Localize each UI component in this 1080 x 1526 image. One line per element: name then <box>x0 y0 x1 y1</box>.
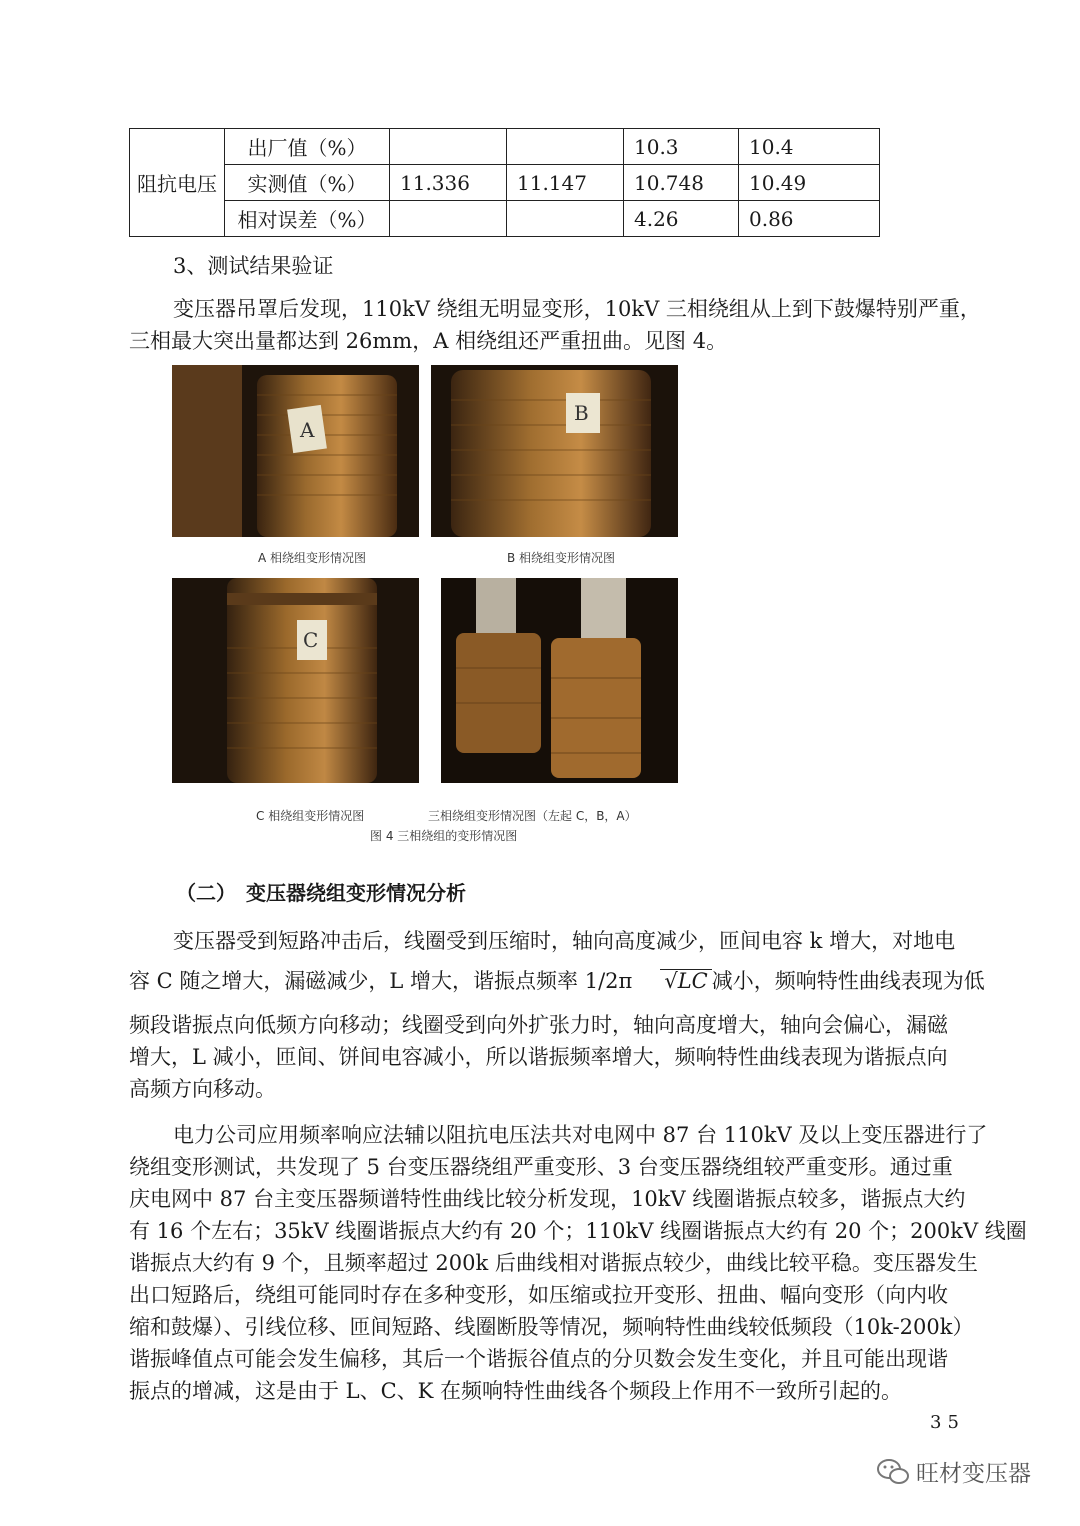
para2-line: 庆电网中 87 台主变压器频谱特性曲线比较分析发现，10kV 线圈谐振点较多，谐振点大约 <box>129 1187 966 1211</box>
para2-line: 振点的增减，这是由于 L、C、K 在频响特性曲线各个频段上作用不一致所引起的。 <box>129 1379 903 1403</box>
watermark <box>876 1455 1031 1488</box>
table-cell <box>390 201 507 237</box>
para2-line: 谐振峰值点可能会发生偏移，其后一个谐振谷值点的分贝数会发生变化，并且可能出现谐 <box>129 1347 948 1371</box>
caption-three-phase: 三相绕组变形情况图（左起 C，B，A） <box>428 809 637 823</box>
paragraph-2 <box>129 1119 1027 1407</box>
coil-photo-c <box>172 578 419 783</box>
table-cell <box>390 129 507 165</box>
para1-text: 容 C 随之增大，漏磁减少，L 增大，谐振点频率 1/2π <box>129 969 633 993</box>
para1-line-formula <box>129 965 989 997</box>
wechat-icon <box>876 1457 910 1487</box>
table-cell: 10.49 <box>739 165 880 201</box>
table-cell: 相对误差（%） <box>225 201 390 237</box>
table-cell: 10.748 <box>624 165 739 201</box>
para2-line: 出口短路后，绕组可能同时存在多种变形，如压缩或拉开变形、扭曲、幅向变形（向内收 <box>129 1283 948 1307</box>
row-header: 阻抗电压 <box>130 129 225 237</box>
section3-line: 三相最大突出量都达到 26mm，A 相绕组还严重扭曲。见图 4。 <box>129 329 728 353</box>
table-cell <box>507 129 624 165</box>
table-cell: 4.26 <box>624 201 739 237</box>
photo-phase-c <box>172 578 419 783</box>
impedance-table <box>129 128 880 237</box>
section3-title: 3、测试结果验证 <box>173 254 334 278</box>
svg-text:B: B <box>574 401 589 425</box>
table-cell: 10.3 <box>624 129 739 165</box>
para2-line: 谐振点大约有 9 个，且频率超过 200k 后曲线相对谐振点较少，曲线比较平稳。变压器发生 <box>129 1251 978 1275</box>
page-number: 35 <box>930 1412 965 1433</box>
para1-line: 高频方向移动。 <box>129 1077 276 1101</box>
para1-text: 减小，频响特性曲线表现为低 <box>711 969 985 993</box>
coil-photo-three-phase <box>441 578 678 783</box>
para2-line: 有 16 个左右；35kV 线圈谐振点大约有 20 个；110kV 线圈谐振点大约有 20 个；200kV 线圈 <box>129 1219 1027 1243</box>
para1-line: 增大，L 减小，匝间、饼间电容减小，所以谐振频率增大，频响特性曲线表现为谐振点向 <box>129 1045 948 1069</box>
para1-line: 频段谐振点向低频方向移动；线圈受到向外扩张力时，轴向高度增大，轴向会偏心，漏磁 <box>129 1013 948 1037</box>
table-cell: 11.147 <box>507 165 624 201</box>
section3-line: 变压器吊罩后发现，110kV 绕组无明显变形，10kV 三相绕组从上到下鼓爆特别严重， <box>173 297 981 321</box>
table-cell: 11.336 <box>390 165 507 201</box>
table-cell: 实测值（%） <box>225 165 390 201</box>
figure-caption: 图 4 三相绕组的变形情况图 <box>370 829 518 843</box>
table-row <box>130 201 880 237</box>
sqrt-lc: √LC <box>660 969 711 992</box>
photo-phase-a <box>172 365 419 537</box>
section-heading: （二） 变压器绕组变形情况分析 <box>176 881 466 905</box>
table-cell <box>507 201 624 237</box>
section3 <box>129 250 989 357</box>
caption-a: A 相绕组变形情况图 <box>258 551 367 565</box>
para2-line: 电力公司应用频率响应法辅以阻抗电压法共对电网中 87 台 110kV 及以上变压器进行了 <box>173 1123 988 1147</box>
coil-photo-b <box>431 365 678 537</box>
photo-phase-b <box>431 365 678 537</box>
table-row <box>130 129 880 165</box>
table-row <box>130 165 880 201</box>
paragraph-1 <box>129 925 989 1105</box>
table-cell: 0.86 <box>739 201 880 237</box>
caption-c: C 相绕组变形情况图 <box>256 809 365 823</box>
photo-three-phase <box>441 578 678 783</box>
watermark-text: 旺材变压器 <box>916 1461 1031 1487</box>
caption-b: B 相绕组变形情况图 <box>507 551 616 565</box>
coil-photo-a <box>172 365 419 537</box>
para2-line: 缩和鼓爆）、引线位移、匝间短路、线圈断股等情况，频响特性曲线较低频段（10k-200k） <box>129 1315 974 1339</box>
para2-line: 绕组变形测试，共发现了 5 台变压器绕组严重变形、3 台变压器绕组较严重变形。通过重 <box>129 1155 953 1179</box>
table-cell: 10.4 <box>739 129 880 165</box>
svg-text:C: C <box>303 628 319 652</box>
table-cell: 出厂值（%） <box>225 129 390 165</box>
para1-line: 变压器受到短路冲击后，线圈受到压缩时，轴向高度减少，匝间电容 k 增大，对地电 <box>173 929 956 953</box>
svg-text:A: A <box>300 418 315 442</box>
